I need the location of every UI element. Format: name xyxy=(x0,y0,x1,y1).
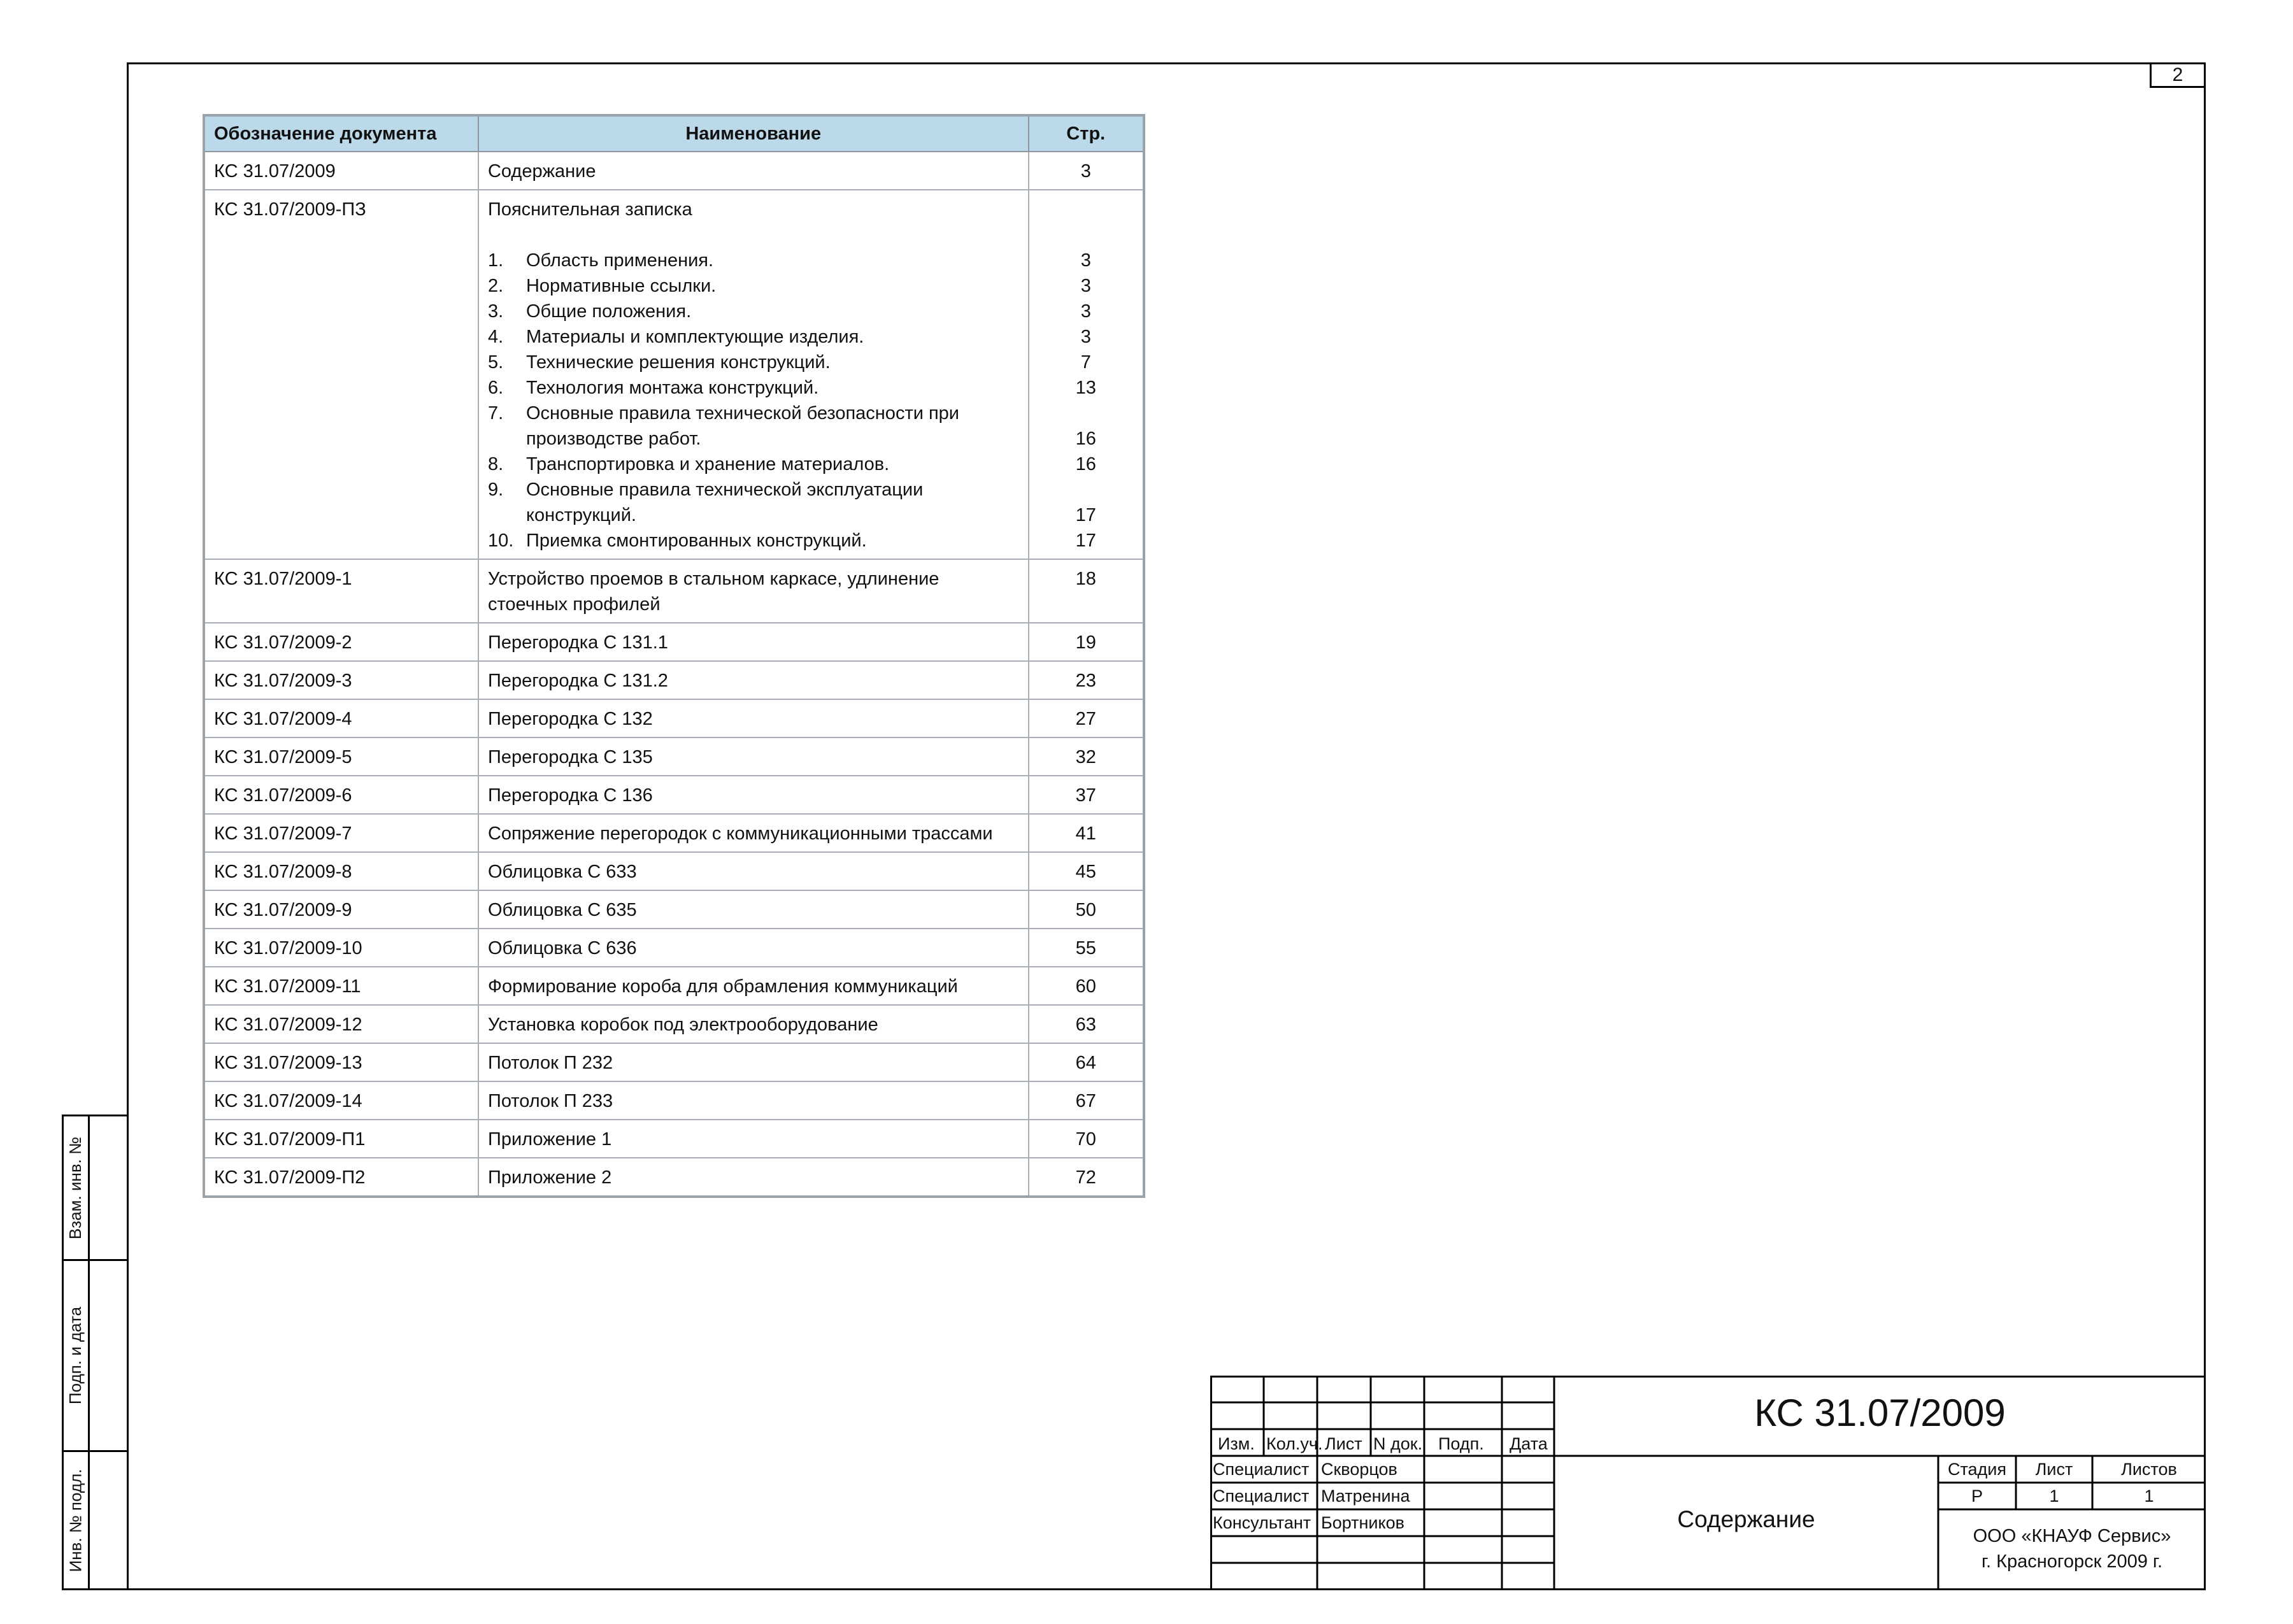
note-item-number: 1. xyxy=(487,250,504,271)
note-item xyxy=(488,324,1019,350)
table-row xyxy=(204,814,1144,852)
designation-cell: КС 31.07/2009-4 xyxy=(204,699,478,737)
note-item xyxy=(488,273,1019,299)
name-cell: Облицовка С 635 xyxy=(478,890,1029,929)
tb-role-1: Специалист xyxy=(1213,1460,1310,1479)
note-items-list xyxy=(488,248,1019,553)
table-row xyxy=(204,1043,1144,1081)
table-row xyxy=(204,852,1144,890)
table-row xyxy=(204,1005,1144,1043)
designation-cell: КС 31.07/2009-П2 xyxy=(204,1158,478,1197)
note-item-number xyxy=(488,426,526,452)
note-item-number: 8. xyxy=(487,454,504,474)
page-cell: 41 xyxy=(1029,814,1144,852)
designation-cell: КС 31.07/2009-12 xyxy=(204,1005,478,1043)
note-item xyxy=(488,528,1019,553)
note-item xyxy=(488,477,1019,502)
name-cell: Перегородка С 136 xyxy=(478,776,1029,814)
organization-city-year: г. Красногорск 2009 г. xyxy=(1981,1551,2163,1572)
side-label-inv-original: Инв. № подл. xyxy=(66,1469,85,1572)
designation-cell: КС 31.07/2009 xyxy=(204,152,478,190)
designation-cell: КС 31.07/2009-П1 xyxy=(204,1120,478,1158)
page-cell: 37 xyxy=(1029,776,1144,814)
note-item-number: 6. xyxy=(487,378,504,398)
page-cell xyxy=(1029,190,1144,559)
tb-sheet-value: 1 xyxy=(2049,1486,2059,1506)
table-row-explanatory-note xyxy=(204,190,1144,559)
tb-name-1: Скворцов xyxy=(1321,1460,1397,1479)
note-item-text: Технические решения конструкций. xyxy=(525,352,831,373)
tb-sheet-label: Лист xyxy=(2035,1460,2073,1479)
page-cell: 63 xyxy=(1029,1005,1144,1043)
note-item xyxy=(488,248,1019,273)
note-item xyxy=(488,502,1019,528)
table-row xyxy=(204,559,1144,623)
header-page: Стр. xyxy=(1029,115,1144,152)
tb-header-izm: Изм. xyxy=(1218,1434,1255,1453)
designation-cell: КС 31.07/2009-ПЗ xyxy=(204,190,478,559)
tb-header-podp: Подп. xyxy=(1438,1434,1484,1453)
tb-stage-label: Стадия xyxy=(1947,1460,2007,1479)
note-item-text: Технология монтажа конструкций. xyxy=(525,378,819,398)
page-cell: 18 xyxy=(1029,559,1144,623)
designation-cell: КС 31.07/2009-2 xyxy=(204,623,478,661)
name-cell: Формирование короба для обрамления коммуникаций xyxy=(478,967,1029,1005)
note-item-page: 3 xyxy=(1080,276,1091,296)
document-code: КС 31.07/2009 xyxy=(1754,1392,2006,1434)
table-row xyxy=(204,1120,1144,1158)
table-row xyxy=(204,623,1144,661)
page-cell: 70 xyxy=(1029,1120,1144,1158)
note-item xyxy=(488,401,1019,426)
note-pages-list xyxy=(1029,248,1143,553)
table-row xyxy=(204,967,1144,1005)
document-title: Содержание xyxy=(1677,1506,1815,1532)
name-cell: Потолок П 232 xyxy=(478,1043,1029,1081)
note-item-page xyxy=(1029,477,1143,502)
page-cell: 60 xyxy=(1029,967,1144,1005)
note-item-number: 4. xyxy=(487,327,504,347)
name-cell: Сопряжение перегородок с коммуникационными трассами xyxy=(478,814,1029,852)
designation-cell: КС 31.07/2009-6 xyxy=(204,776,478,814)
designation-cell: КС 31.07/2009-11 xyxy=(204,967,478,1005)
contents-table xyxy=(203,114,1145,1198)
note-item-text: Транспортировка и хранение материалов. xyxy=(525,454,890,474)
note-item-text: производстве работ. xyxy=(525,429,701,449)
page-cell: 32 xyxy=(1029,737,1144,776)
note-item-text: конструкций. xyxy=(525,505,636,525)
table-header-row xyxy=(204,115,1144,152)
page-cell: 45 xyxy=(1029,852,1144,890)
page-cell: 64 xyxy=(1029,1043,1144,1081)
tb-name-3: Бортников xyxy=(1321,1513,1404,1532)
note-item-page: 17 xyxy=(1075,505,1096,525)
name-cell: Установка коробок под электрооборудование xyxy=(478,1005,1029,1043)
tb-header-kol: Кол.уч. xyxy=(1266,1434,1323,1453)
name-cell: Потолок П 233 xyxy=(478,1081,1029,1120)
page-cell: 27 xyxy=(1029,699,1144,737)
designation-cell: КС 31.07/2009-5 xyxy=(204,737,478,776)
table-row xyxy=(204,1081,1144,1120)
page-cell: 67 xyxy=(1029,1081,1144,1120)
table-row xyxy=(204,152,1144,190)
note-item-text: Приемка смонтированных конструкций. xyxy=(525,531,867,551)
designation-cell: КС 31.07/2009-7 xyxy=(204,814,478,852)
note-title: Пояснительная записка xyxy=(487,199,692,220)
note-item-text: Основные правила технической безопасности при xyxy=(525,403,960,424)
name-cell: Перегородка С 131.2 xyxy=(478,661,1029,699)
name-cell xyxy=(478,190,1029,559)
note-item-page: 13 xyxy=(1075,378,1096,398)
tb-role-2: Специалист xyxy=(1213,1486,1310,1506)
tb-stage-value: Р xyxy=(1971,1486,1983,1506)
tb-name-2: Матренина xyxy=(1321,1486,1410,1506)
tb-sheets-value: 1 xyxy=(2144,1486,2154,1506)
note-item-page: 16 xyxy=(1075,429,1096,449)
designation-cell: КС 31.07/2009-3 xyxy=(204,661,478,699)
page-cell: 72 xyxy=(1029,1158,1144,1197)
tb-header-ndok: N док. xyxy=(1373,1434,1423,1453)
note-item-number: 10. xyxy=(487,531,514,551)
sheet-number: 2 xyxy=(2150,62,2206,88)
note-item-number: 5. xyxy=(487,352,504,373)
designation-cell: КС 31.07/2009-13 xyxy=(204,1043,478,1081)
name-cell: Приложение 1 xyxy=(478,1120,1029,1158)
note-item-page: 16 xyxy=(1075,454,1096,474)
tb-sheets-label: Листов xyxy=(2121,1460,2177,1479)
note-item-page: 17 xyxy=(1075,531,1096,551)
title-block xyxy=(1210,1376,2206,1590)
side-label-interchange: Взам. инв. № xyxy=(66,1136,85,1239)
organization-name: ООО «КНАУФ Сервис» xyxy=(1973,1526,2171,1546)
name-cell: Облицовка С 636 xyxy=(478,929,1029,967)
table-row xyxy=(204,737,1144,776)
note-item-number: 3. xyxy=(487,301,504,322)
name-cell: Устройство проемов в стальном каркасе, удлинение стоечных профилей xyxy=(478,559,1029,623)
note-item-page: 3 xyxy=(1080,250,1091,271)
note-item-page: 3 xyxy=(1080,327,1091,347)
table-row xyxy=(204,890,1144,929)
name-cell: Приложение 2 xyxy=(478,1158,1029,1197)
designation-cell: КС 31.07/2009-14 xyxy=(204,1081,478,1120)
note-item-page: 3 xyxy=(1080,301,1091,322)
note-item-page xyxy=(1029,401,1143,426)
note-item-number: 7. xyxy=(487,403,504,424)
table-row xyxy=(204,776,1144,814)
name-cell: Облицовка С 633 xyxy=(478,852,1029,890)
note-item xyxy=(488,375,1019,401)
designation-cell: КС 31.07/2009-1 xyxy=(204,559,478,623)
note-item-number: 9. xyxy=(487,480,504,500)
page-cell: 50 xyxy=(1029,890,1144,929)
tb-header-data: Дата xyxy=(1510,1434,1548,1453)
page-cell: 55 xyxy=(1029,929,1144,967)
note-item-page: 7 xyxy=(1080,352,1091,373)
note-item-text: Область применения. xyxy=(525,250,714,271)
tb-header-list: Лист xyxy=(1325,1434,1362,1453)
name-cell: Перегородка С 132 xyxy=(478,699,1029,737)
note-item xyxy=(488,299,1019,324)
name-cell: Перегородка С 135 xyxy=(478,737,1029,776)
note-item-text: Общие положения. xyxy=(525,301,692,322)
header-name: Наименование xyxy=(478,115,1029,152)
designation-cell: КС 31.07/2009-8 xyxy=(204,852,478,890)
side-label-sign-date: Подп. и дата xyxy=(66,1306,85,1405)
note-item-number: 2. xyxy=(487,276,504,296)
header-designation: Обозначение документа xyxy=(204,115,478,152)
note-item-text: Материалы и комплектующие изделия. xyxy=(525,327,864,347)
table-row xyxy=(204,699,1144,737)
page-cell: 23 xyxy=(1029,661,1144,699)
note-item-text: Нормативные ссылки. xyxy=(525,276,717,296)
name-cell: Содержание xyxy=(478,152,1029,190)
name-cell: Перегородка С 131.1 xyxy=(478,623,1029,661)
note-item-text: Основные правила технической эксплуатации xyxy=(525,480,924,500)
page-cell: 3 xyxy=(1029,152,1144,190)
page-cell: 19 xyxy=(1029,623,1144,661)
table-row xyxy=(204,661,1144,699)
table-row xyxy=(204,929,1144,967)
note-item-number xyxy=(488,502,526,528)
note-item xyxy=(488,426,1019,452)
table-row xyxy=(204,1158,1144,1197)
note-item xyxy=(488,452,1019,477)
designation-cell: КС 31.07/2009-9 xyxy=(204,890,478,929)
designation-cell: КС 31.07/2009-10 xyxy=(204,929,478,967)
note-item xyxy=(488,350,1019,375)
tb-role-3: Консультант xyxy=(1213,1513,1311,1532)
